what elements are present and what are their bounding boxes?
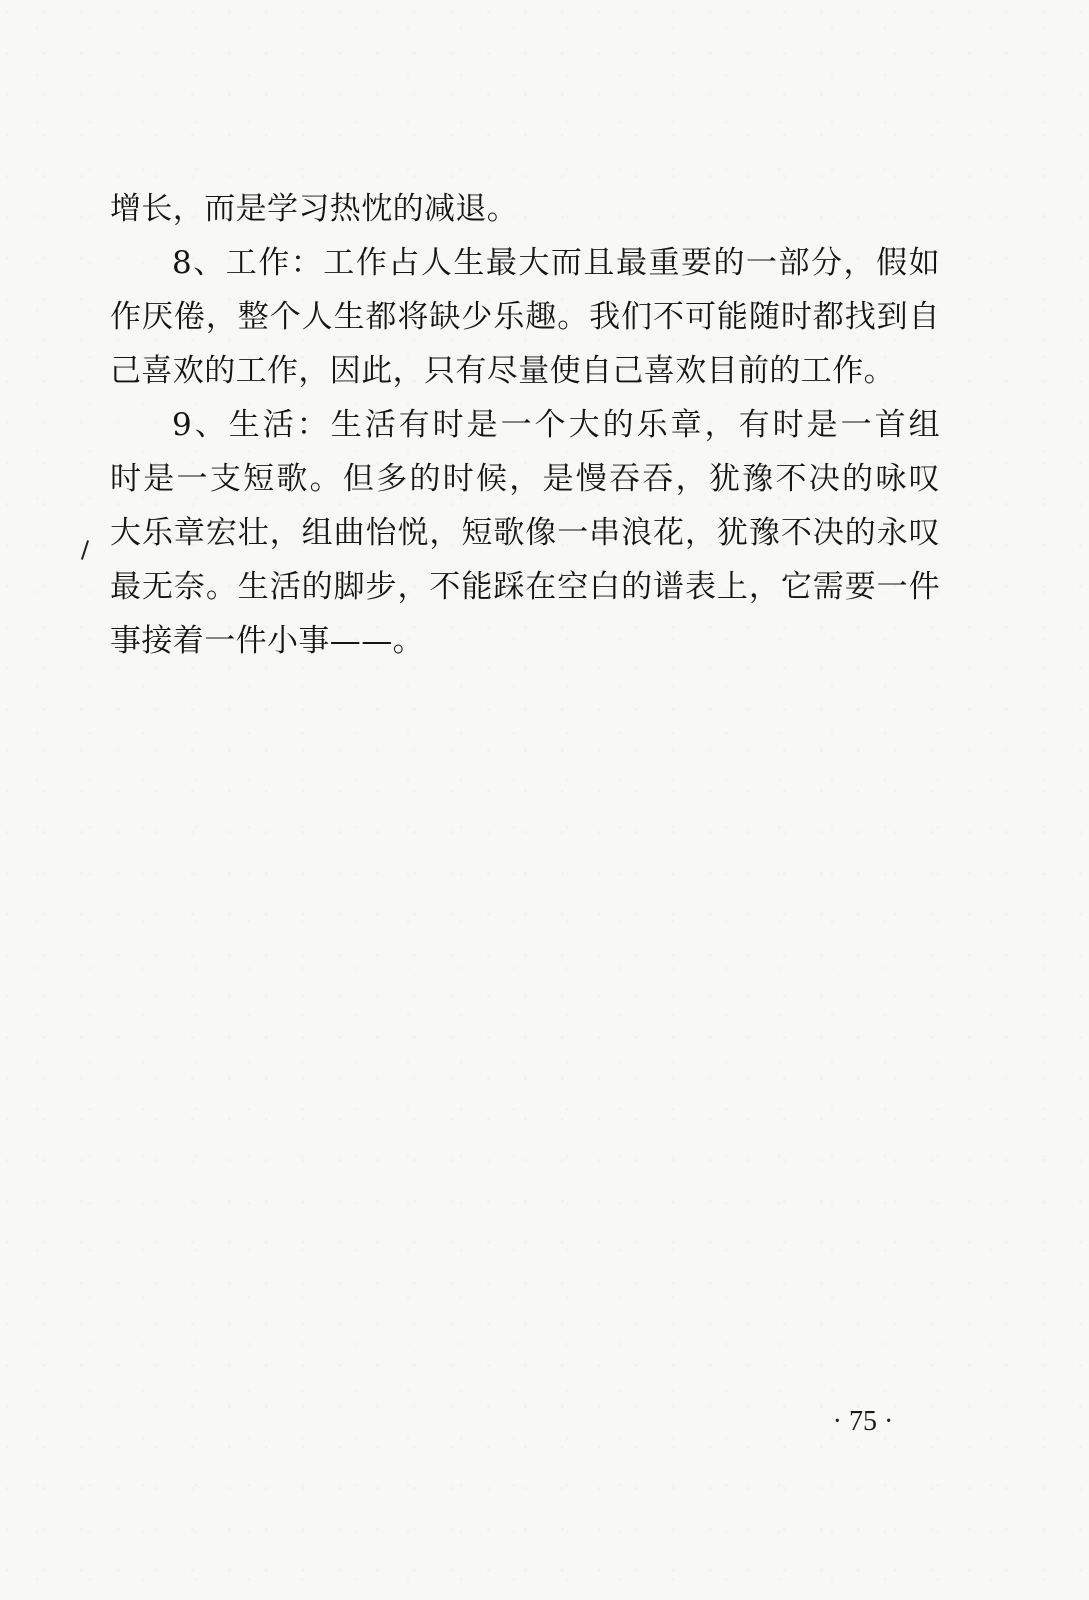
text-line: 增长，而是学习热忱的减退。 [110, 191, 519, 227]
page-number: · 75 · [832, 1406, 894, 1437]
text-line: 大乐章宏壮，组曲怡悦，短歌像一串浪花，犹豫不决的永叹 [110, 515, 940, 551]
body-text [110, 182, 940, 668]
text-line: 8、工作：工作占人生最大而且最重要的一部分，假如 [172, 245, 940, 281]
text-line: 己喜欢的工作，因此，只有尽量使自己喜欢目前的工作。 [110, 353, 895, 389]
text-line: 时是一支短歌。但多的时候，是慢吞吞，犹豫不决的咏叹 [110, 461, 940, 497]
margin-pencil-mark [81, 540, 89, 560]
text-line: 事接着一件小事——。 [110, 623, 424, 659]
text-line: 9、生活：生活有时是一个大的乐章，有时是一首组 [172, 407, 940, 443]
text-line: 最无奈。生活的脚步，不能踩在空白的谱表上，它需要一件 [110, 569, 940, 605]
text-line: 作厌倦，整个人生都将缺少乐趣。我们不可能随时都找到自 [110, 299, 940, 335]
